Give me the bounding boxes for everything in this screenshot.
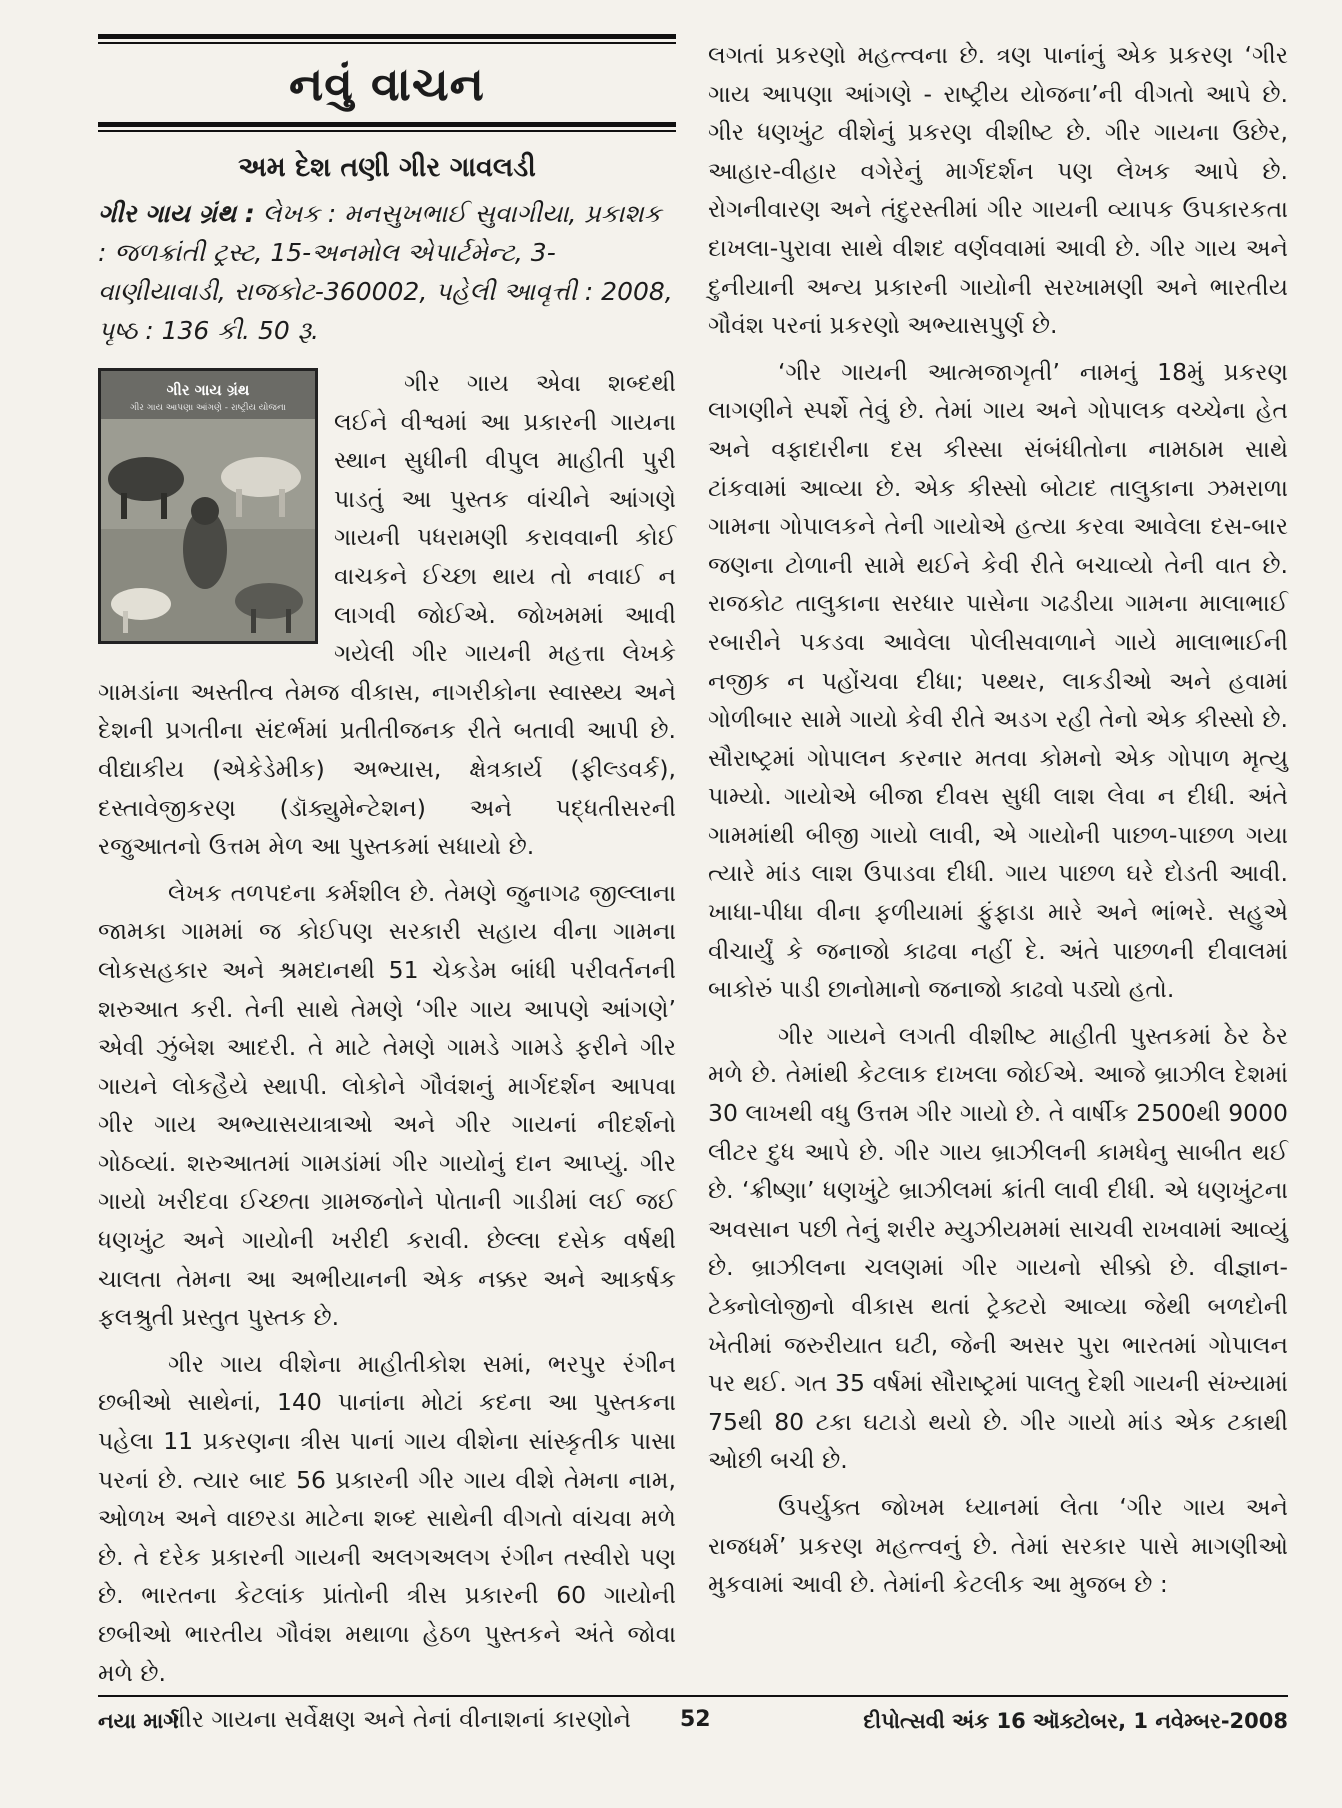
paragraph-right-1: લગતાં પ્રકરણો મહત્ત્વના છે. ત્રણ પાનાંનું એક પ્રકરણ ‘ગીર ગાય આપણા આંગણે - રાષ્ટ્રીય યોજના’ની વીગતો આપે છે. ગીર ધણખુંટ વીશેનું પ્રકરણ વીશીષ્ટ છે. ગીર ગાયના ઉછેર, આહાર-વીહાર વગેરેનું માર્ગદર્શન પણ લેખક આપે છે. રોગનીવારણ અને તંદુરસ્તીમાં ગીર ગાયની વ્યાપક ઉપકારકતા દાખલા-પુરાવા સાથે વીશદ વર્ણવવામાં આવી છે. ગીર ગાય અને દુનીયાની અન્ય પ્રકારની ગાયોની સરખામણી અને ભારતીય ગૌવંશ પરનાં પ્રકરણો અભ્યાસપુર્ણ છે.	[708, 41, 1288, 340]
cover-title: ગીર ગાય ગ્રંથ	[166, 381, 250, 399]
heading-rule-bottom-thin	[98, 130, 676, 132]
heading-rule-top	[98, 34, 676, 39]
cover-subtitle: ગીર ગાય આપણા આંગણે - રાષ્ટ્રીય યોજના	[130, 403, 286, 413]
paragraph-left-2: લેખક તળપદના કર્મશીલ છે. તેમણે જુનાગઢ જીલ્લાના જામકા ગામમાં જ કોઈપણ સરકારી સહાય વીના ગામના લોકસહકાર અને શ્રમદાનથી 51 ચેકડેમ બાંધી પરીવર્તનની શરુઆત કરી. તેની સાથે તેમણે ‘ગીર ગાય આપણે આંગણે’ એવી ઝુંબેશ આદરી. તે માટે તેમણે ગામડે ગામડે ફરીને ગીર ગાયને લોકહૈયે સ્થાપી. લોકોને ગૌવંશનું માર્ગદર્શન આપવા ગીર ગાય અભ્યાસયાત્રાઓ અને ગીર ગાયનાં નીદર્શનો ગોઠવ્યાં. શરુઆતમાં ગામડાંમાં ગીર ગાયોનું દાન આપ્યું. ગીર ગાયો ખરીદવા ઈચ્છતા ગ્રામજનોને પોતાની ગાડીમાં લઈ જઈ ધણખુંટ અને ગાયોની ખરીદી કરાવી. છેલ્લા દસેક વર્ષથી ચાલતા તેમના આ અભીયાનની એક નક્કર અને આકર્ષક ફલશ્રુતી પ્રસ્તુત પુસ્તક છે.	[98, 878, 676, 1332]
cow-photo-collage	[101, 419, 315, 641]
paragraph-left-1: ગીર ગાય એવા શબ્દથી લઈને વીશ્વમાં આ પ્રકારની ગાયના સ્થાન સુધીની વીપુલ માહીતી પુરી પાડતું આ પુસ્તક વાંચીને આંગણે ગાયની પધરામણી કરાવવાની કોઈ વાચકને ઈચ્છા થાય તો નવાઈ ન લાગવી જોઈએ. જોખમમાં આવી ગયેલી ગીર ગાયની મહત્તા લેખકે ગામડાંના અસ્તીત્વ તેમજ વીકાસ, નાગરીકોના સ્વાસ્થ્ય અને દેશની પ્રગતીના સંદર્ભમાં પ્રતીતીજનક રીતે બતાવી આપી છે. વીદ્યાકીય (એકેડેમીક) અભ્યાસ, ક્ષેત્રકાર્ય (ફીલ્ડવર્ક), દસ્તાવેજીકરણ (ડૉક્યુમેન્ટેશન) અને પદ્ધતીસરની રજુઆતનો ઉત્તમ મેળ આ પુસ્તકમાં સધાયો છે.	[98, 369, 676, 861]
book-cover-image	[98, 368, 318, 644]
book-name: ગીર ગાય ગ્રંથ :	[98, 199, 255, 228]
issue-date: દીપોત્સવી અંક 16 ઑક્ટોબર, 1 નવેમ્બર-2008	[863, 1709, 1288, 1733]
article-body-left	[98, 364, 676, 1739]
section-heading: નવું વાચન	[289, 57, 485, 111]
paragraph-right-4: ઉપર્યુક્ત જોખમ ધ્યાનમાં લેતા ‘ગીર ગાય અને રાજધર્મ’ પ્રકરણ મહત્ત્વનું છે. તેમાં સરકાર પાસે માગણીઓ મુકવામાં આવી છે. તેમાંની કેટલીક આ મુજબ છે :	[708, 1492, 1288, 1599]
article-title: અમ દેશ તણી ગીર ગાવલડી	[238, 152, 536, 183]
heading-rule-bottom	[98, 122, 676, 127]
paragraph-left-3: ગીર ગાય વીશેના માહીતીકોશ સમાં, ભરપુર રંગીન છબીઓ સાથેનાં, 140 પાનાંના મોટાં કદના આ પુસ્તકના પહેલા 11 પ્રકરણના ત્રીસ પાનાં ગાય વીશેના સાંસ્કૃતીક પાસા પરનાં છે. ત્યાર બાદ 56 પ્રકારની ગીર ગાય વીશે તેમના નામ, ઓળખ અને વાછરડા માટેના શબ્દ સાથેની વીગતો વાંચવા મળે છે. તે દરેક પ્રકારની ગાયની અલગઅલગ રંગીન તસ્વીરો પણ છે. ભારતના કેટલાંક પ્રાંતોની ત્રીસ પ્રકારની 60 ગાયોની છબીઓ ભારતીય ગૌવંશ મથાળા હેઠળ પુસ્તકને અંતે જોવા મળે છે.	[98, 1349, 676, 1687]
book-info	[98, 194, 676, 350]
magazine-name: નયા માર્ગ	[98, 1709, 179, 1733]
right-column	[708, 36, 1288, 1604]
page-number: 52	[680, 1707, 711, 1732]
paragraph-right-2: ‘ગીર ગાયની આત્મજાગૃતી’ નામનું 18મું પ્રકરણ લાગણીને સ્પર્શે તેવું છે. તેમાં ગાય અને ગોપાલક વચ્ચેના હેત અને વફાદારીના દસ કીસ્સા સંબંધીતોના નામઠામ સાથે ટાંકવામાં આવ્યા છે. એક કીસ્સો બોટાદ તાલુકાના ઝમરાળા ગામના ગોપાલકને તેની ગાયોએ હત્યા કરવા આવેલા દસ-બાર જણના ટોળાની સામે થઈને કેવી રીતે બચાવ્યો તેની વાત છે. રાજકોટ તાલુકાના સરધાર પાસેના ગઢડીયા ગામના માલાભાઈ રબારીને પકડવા આવેલા પોલીસવાળાને ગાયે માલાભાઈની નજીક ન પહોંચવા દીધા; પથ્થર, લાકડીઓ અને હવામાં ગોળીબાર સામે ગાયો કેવી રીતે અડગ રહી તેનો એક કીસ્સો છે. સૌરાષ્ટ્રમાં ગોપાલન કરનાર મતવા કોમનો એક ગોપાળ મૃત્યુ પામ્યો. ગાયોએ બીજા દીવસ સુધી લાશ લેવા ન દીધી. અંતે ગામમાંથી બીજી ગાયો લાવી, એ ગાયોની પાછળ-પાછળ ગયા ત્યારે માંડ લાશ ઉપાડવા દીધી. ગાય પાછળ ઘરે દોડતી આવી. ખાધા-પીધા વીના ફળીયામાં ફુંફાડા મારે અને ભાંભરે. સહુએ વીચાર્યું કે જનાજો કાઢવા નહીં દે. અંતે પાછળની દીવાલમાં બાકોરું પાડી છાનોમાનો જનાજો કાઢવો પડ્યો હતો.	[708, 357, 1288, 1004]
book-details: લેખક : મનસુખભાઈ સુવાગીયા, પ્રકાશક : જળક્રાંતી ટ્રસ્ટ, 15-અનમોલ એપાર્ટમેન્ટ, 3-વાણીયાવાડી, રાજકોટ-360002, પહેલી આવૃત્તી : 2008, પૃષ્ઠ : 136 કી. 50 રૂ.	[98, 199, 673, 345]
paragraph-right-3: ગીર ગાયને લગતી વીશીષ્ટ માહીતી પુસ્તકમાં ઠેર ઠેર મળે છે. તેમાંથી કેટલાક દાખલા જોઈએ. આજે બ્રાઝીલ દેશમાં 30 લાખથી વધુ ઉત્તમ ગીર ગાયો છે. તે વાર્ષીક 2500થી 9000 લીટર દુધ આપે છે. ગીર ગાય બ્રાઝીલની કામધેનુ સાબીત થઈ છે. ‘ક્રીષ્ણા’ ધણખુંટે બ્રાઝીલમાં ક્રાંતી લાવી દીધી. એ ધણખુંટના અવસાન પછી તેનું શરીર મ્યુઝીયમમાં સાચવી રાખવામાં આવ્યું છે. બ્રાઝીલના ચલણમાં ગીર ગાયનો સીક્કો છે. વીજ્ઞાન-ટેક્નોલોજીનો વીકાસ થતાં ટ્રેક્ટરો આવ્યા જેથી બળદોની ખેતીમાં જરુરીયાત ઘટી, જેની અસર પુરા ભારતમાં ગોપાલન પર થઈ. ગત 35 વર્ષમાં સૌરાષ્ટ્રમાં પાલતુ દેશી ગાયની સંખ્યામાં 75થી 80 ટકા ઘટાડો થયો છે. ગીર ગાયો માંડ એક ટકાથી ઓછી બચી છે.	[708, 1021, 1288, 1475]
left-column	[98, 34, 676, 1739]
paragraph-left-4: ગીર ગાયના સર્વેક્ષણ અને તેનાં વીનાશનાં કારણોને	[168, 1705, 632, 1734]
